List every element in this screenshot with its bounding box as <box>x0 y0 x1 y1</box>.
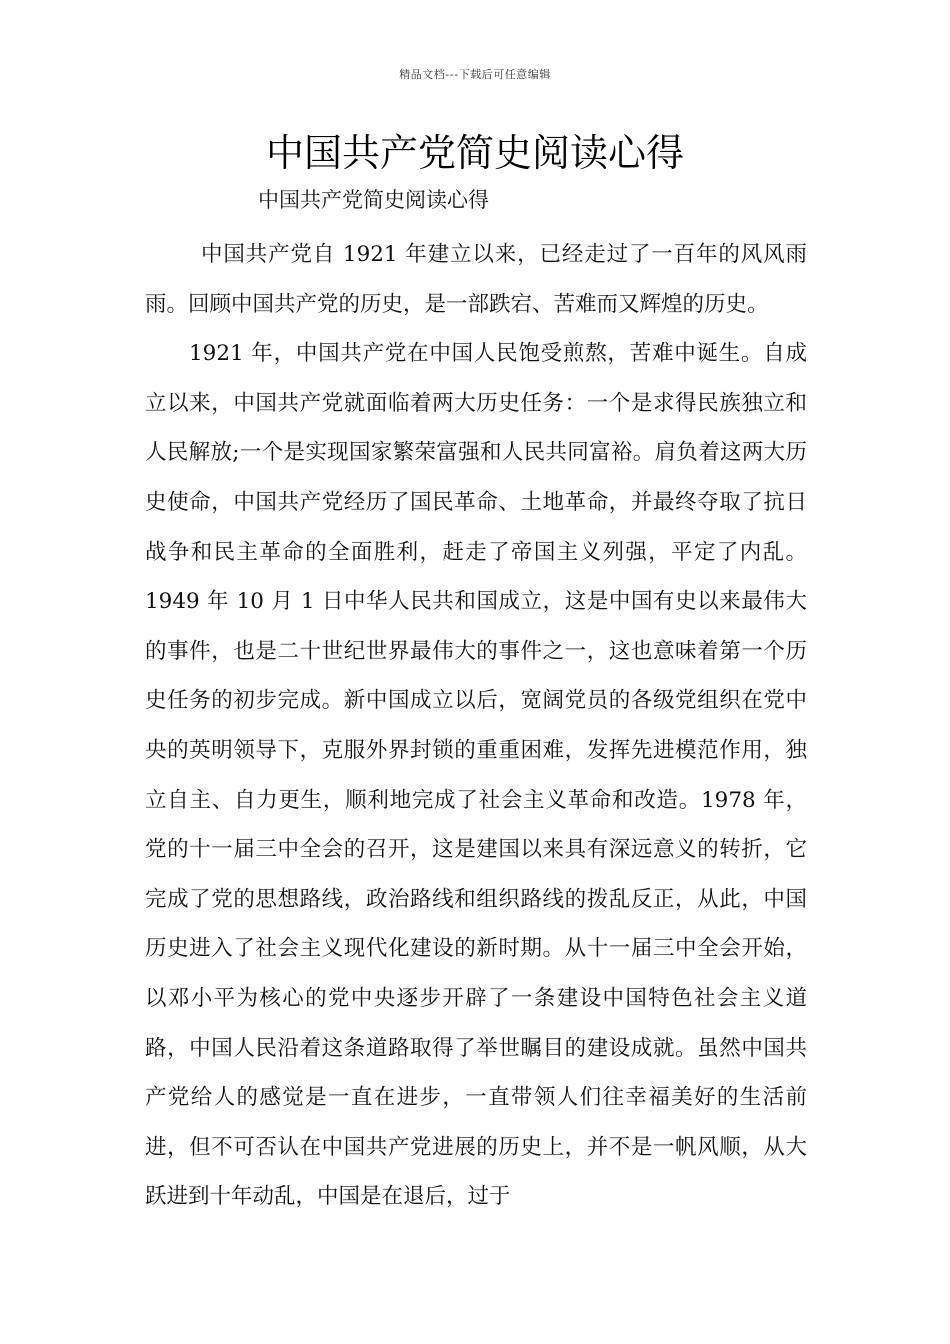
paragraph: 1921 年，中国共产党在中国人民饱受煎熬，苦难中诞生。自成立以来，中国共产党就面临着两大历史任务：一个是求得民族独立和人民解放;一个是实现国家繁荣富强和人民共同富裕。肩负着这两大历史使命，中国共产党经历了国民革命、土地革命，并最终夺取了抗日战争和民主革命的全面胜利，赶走了帝国主义列强，平定了内乱。1949 年 10 月 1 日中华人民共和国成立，这是中国有史以来最伟大的事件，也是二十世纪世界最伟大的事件之一，这也意味着第一个历史任务的初步完成。新中国成立以后，宽阔党员的各级党组织在党中央的英明领导下，克服外界封锁的重重困难，发挥先进模范作用，独立自主、自力更生，顺利地完成了社会主义革命和改造。1978 年，党的十一届三中全会的召开，这是建国以来具有深远意义的转折，它完成了党的思想路线，政治路线和组织路线的拨乱反正，从此，中国历史进入了社会主义现代化建设的新时期。从十一届三中全会开始，以邓小平为核心的党中央逐步开辟了一条建设中国特色社会主义道路，中国人民沿着这条道路取得了举世瞩目的建设成就。虽然中国共产党给人的感觉是一直在进步，一直带领人们往幸福美好的生活前进，但不可否认在中国共产党进展的历史上，并不是一帆风顺，从大跃进到十年动乱，中国是在退后，过于 <box>145 341 807 1210</box>
document-title: 中国共产党简史阅读心得 <box>265 131 684 175</box>
page-header-note: 精品文档---下载后可任意编辑 <box>399 68 551 81</box>
paragraph: 中国共产党自 1921 年建立以来，已经走过了一百年的风风雨雨。回顾中国共产党的历史，是一部跌宕、苦难而又辉煌的历史。 <box>145 242 807 317</box>
document-body <box>145 230 807 1222</box>
document-subtitle: 中国共产党简史阅读心得 <box>258 188 489 212</box>
